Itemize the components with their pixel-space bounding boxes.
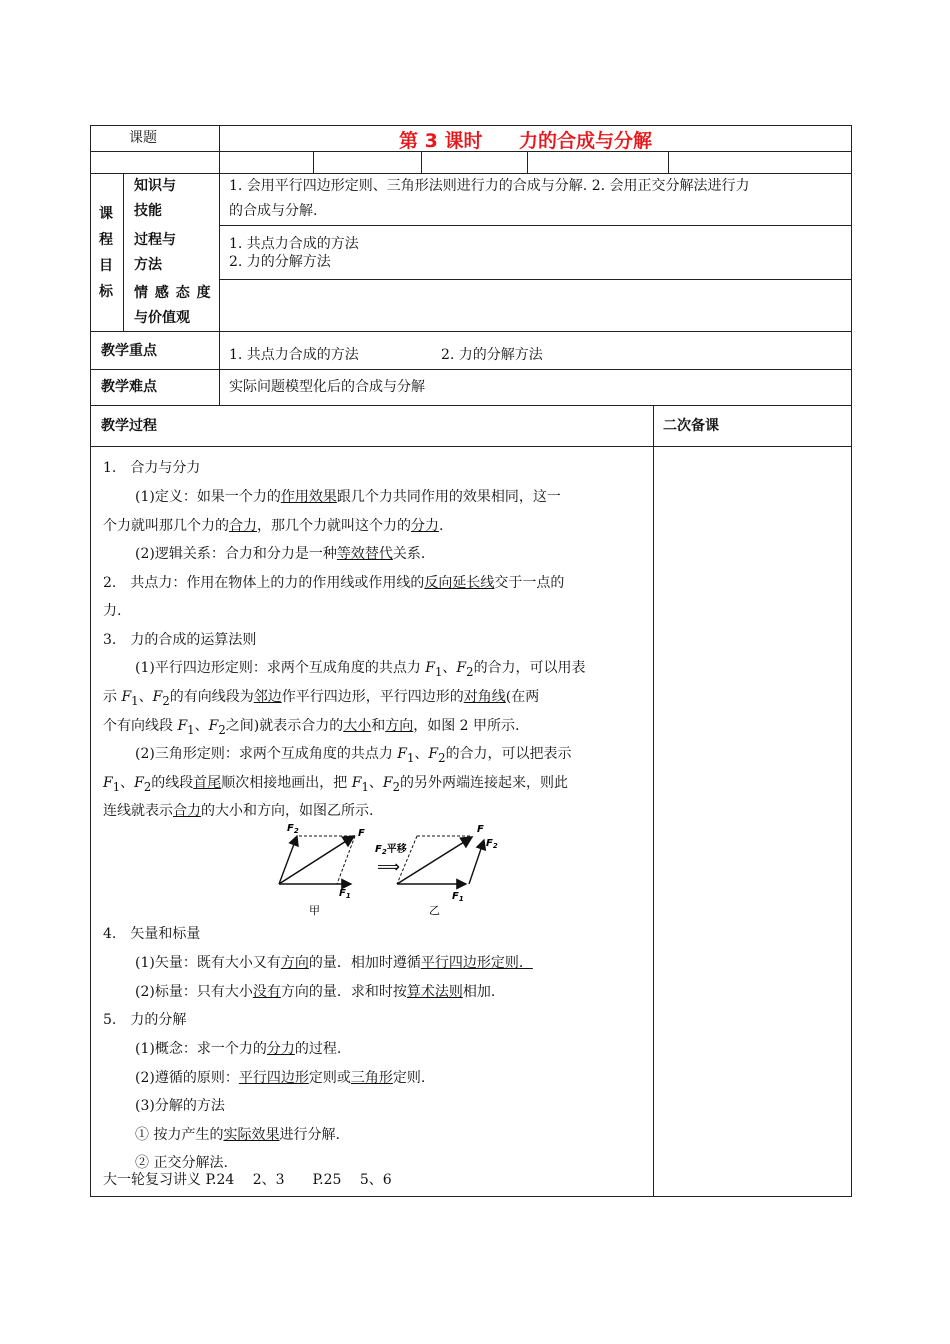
text: 的另外两端连接起来，则此 (400, 775, 569, 791)
knowledge-label: 技能 (134, 203, 162, 219)
knowledge-text: 1. 会用平行四边形定则、三角形法则进行力的合成与分解. 2. 会用正交分解法进行力 (229, 178, 750, 194)
text: ，如图 2 甲所示. (413, 718, 520, 734)
text: 、 (120, 775, 135, 791)
var: F (121, 689, 132, 705)
process-text: 2. 力的分解方法 (229, 254, 331, 270)
objectives-char: 目 (99, 258, 113, 274)
label-f2: $F_2$ (486, 838, 498, 850)
parallelogram-rule-cont (103, 683, 645, 715)
section-2-cont: 力. (103, 603, 122, 619)
decomposition-principle (103, 1064, 645, 1092)
vector-definition (103, 949, 645, 977)
row-divider (91, 369, 851, 370)
text: (2)三角形定则：求两个互成角度的共点力 (135, 746, 398, 762)
difficulties-label: 教学难点 (101, 379, 157, 395)
row-divider (219, 225, 851, 226)
row-divider (91, 446, 851, 447)
sub: 2 (466, 664, 474, 679)
text: 个力就叫那几个力的 (103, 518, 229, 534)
vector-f2-left (279, 836, 297, 884)
text: (1)矢量：既有大小又有 (135, 955, 281, 971)
section-4-title: 4. 矢量和标量 (103, 926, 201, 942)
col-divider (421, 151, 422, 173)
sub: 1 (361, 779, 369, 794)
text: 示 (103, 689, 122, 705)
emotion-label: 情 感 态 度 (134, 285, 212, 301)
label-f1: $F_1$ (339, 888, 351, 900)
row-divider (219, 279, 851, 280)
caption-left: 甲 (309, 904, 320, 917)
text: 和 (371, 718, 386, 734)
process-text: 1. 共点力合成的方法 (229, 236, 359, 252)
var: F (397, 746, 407, 762)
text: 定则或 (308, 1070, 351, 1086)
label-f: F (358, 828, 365, 839)
col-divider (219, 173, 220, 405)
col-divider (653, 405, 654, 1197)
row-divider (91, 173, 851, 174)
key-points-label: 教学重点 (101, 343, 157, 359)
emotion-label: 与价值观 (134, 310, 190, 326)
answer: 三角形 (350, 1070, 393, 1086)
key-point-2: 2. 力的分解方法 (441, 347, 543, 363)
label-f: F (477, 824, 484, 835)
answer: 对角线 (463, 689, 506, 705)
answer: 分力 (266, 1041, 295, 1057)
answer: 作用效果 (280, 489, 337, 505)
sub: 1 (407, 750, 415, 765)
col-divider (313, 151, 314, 173)
sub: 2 (218, 722, 226, 737)
answer: 反向延长线 (424, 575, 495, 591)
answer: 方向 (385, 718, 414, 734)
var: F (351, 775, 362, 791)
parallelogram-rule (103, 654, 645, 686)
text: 连线就表示 (103, 803, 173, 819)
sub: 2 (392, 779, 401, 794)
text: (2)遵循的原则： (135, 1070, 239, 1086)
var: F (103, 775, 113, 791)
text: 、 (138, 689, 153, 705)
row-divider (91, 331, 851, 332)
text: 2. 共点力：作用在物体上的力的作用线或作用线的 (103, 575, 425, 591)
text: 个有向线段 (103, 718, 178, 734)
sub: 2 (162, 693, 170, 708)
text: 、 (368, 775, 383, 791)
text: 顺次相接地画出，把 (221, 775, 352, 791)
text: (1)概念：求一个力的 (135, 1041, 267, 1057)
sub: 1 (435, 664, 443, 679)
text: 相加. (462, 984, 496, 1000)
var: F (134, 775, 144, 791)
answer: 分力 (411, 518, 439, 534)
var: F (382, 775, 393, 791)
process-header: 教学过程 (101, 418, 157, 434)
lesson-plan-table (90, 125, 852, 1197)
text: 、 (442, 660, 457, 676)
text: 的量．相加时遵循 (308, 955, 421, 971)
lesson-number: 第 3 课时 (399, 130, 483, 152)
method-orthogonal: ② 正交分解法. (135, 1155, 228, 1171)
col-divider (123, 173, 124, 331)
var: F (428, 746, 439, 762)
sub: 1 (112, 779, 121, 794)
answer: 合力 (173, 803, 201, 819)
decomposition-methods: (3)分解的方法 (135, 1098, 225, 1114)
section-2 (103, 569, 645, 597)
section-1-definition-cont (103, 512, 645, 540)
text: ，那几个力就叫这个力的 (257, 518, 411, 534)
answer: 等效替代 (336, 546, 393, 562)
text: ① 按力产生的 (135, 1127, 224, 1143)
text: 、 (414, 746, 429, 762)
row-divider (91, 405, 851, 406)
vector-f-right (397, 837, 472, 884)
col-divider (527, 151, 528, 173)
section-1-title: 1. 合力与分力 (103, 460, 201, 476)
sub: 2 (143, 779, 152, 794)
var: F (456, 660, 467, 676)
homework-reference: 大一轮复习讲义 P.24 2、3 P.25 5、6 (103, 1172, 392, 1188)
knowledge-text: 的合成与分解. (229, 203, 318, 219)
sub: 2 (438, 750, 446, 765)
text: 之间)就表示合力的 (225, 718, 344, 734)
var: F (425, 660, 435, 676)
caption-right: 乙 (429, 904, 440, 917)
label-translate: $F_2$平移 (375, 844, 407, 856)
text: 的大小和方向，如图乙所示. (201, 803, 374, 819)
triangle-rule-cont2 (103, 797, 645, 825)
secondary-prep-header: 二次备课 (663, 418, 719, 434)
decomposition-concept (103, 1035, 645, 1063)
scalar-definition (103, 978, 645, 1006)
text: 交于一点的 (494, 575, 565, 591)
force-composition-figure (269, 822, 509, 917)
objectives-char: 标 (99, 284, 113, 300)
var: F (208, 718, 219, 734)
text: (2)逻辑关系：合力和分力是一种 (135, 546, 337, 562)
text: (在两 (505, 689, 540, 705)
process-label: 过程与 (134, 232, 176, 248)
text: 作平行四边形，平行四边形的 (281, 689, 464, 705)
text: 的合力，可以用表 (473, 660, 586, 676)
text: 跟几个力共同作用的效果相同，这一 (336, 489, 561, 505)
text: 、 (194, 718, 209, 734)
process-label: 方法 (134, 257, 162, 273)
answer: 没有 (252, 984, 281, 1000)
topic-label: 课题 (129, 130, 157, 146)
var: F (177, 718, 188, 734)
text: 的有向线段为 (169, 689, 254, 705)
answer: 大小 (343, 718, 372, 734)
answer: 实际效果 (223, 1127, 280, 1143)
text: 方向的量．求和时按 (280, 984, 407, 1000)
method-actual-effect (103, 1121, 645, 1149)
text: (2)标量：只有大小 (135, 984, 253, 1000)
section-1-definition (103, 483, 645, 511)
col-divider (668, 151, 669, 173)
answer: 平行四边形 (238, 1070, 309, 1086)
text: 的过程. (294, 1041, 342, 1057)
answer: 算术法则 (406, 984, 463, 1000)
answer: 方向 (280, 955, 309, 971)
translate-arrow: ⟹ (377, 857, 400, 876)
text: 进行分解. (279, 1127, 340, 1143)
section-5-title: 5. 力的分解 (103, 1012, 187, 1028)
col-divider (219, 126, 220, 173)
sub: 1 (131, 693, 139, 708)
text: (1)定义：如果一个力的 (135, 489, 281, 505)
text: 的线段 (151, 775, 194, 791)
triangle-rule (103, 740, 645, 772)
text: . (439, 518, 444, 534)
objectives-char: 课 (99, 206, 113, 222)
text: 定则. (392, 1070, 426, 1086)
vector-f-left (279, 836, 354, 884)
dashed-edge (337, 836, 355, 884)
lesson-title: 力的合成与分解 (519, 130, 653, 152)
text: (1)平行四边形定则：求两个互成角度的共点力 (135, 660, 426, 676)
objectives-char: 程 (99, 232, 113, 248)
text: 的合力，可以把表示 (445, 746, 572, 762)
knowledge-label: 知识与 (134, 178, 176, 194)
section-1-relation (103, 540, 645, 568)
answer: 首尾 (193, 775, 222, 791)
vector-f2-right (469, 840, 484, 884)
var: F (152, 689, 163, 705)
section-3-title: 3. 力的合成的运算法则 (103, 632, 257, 648)
text: 关系. (392, 546, 426, 562)
answer: 平行四边形定则． (420, 955, 533, 971)
label-f2: $F_2$ (287, 823, 299, 835)
answer: 合力 (229, 518, 257, 534)
answer: 邻边 (253, 689, 282, 705)
sub: 1 (187, 722, 195, 737)
key-point-1: 1. 共点力合成的方法 (229, 347, 359, 363)
label-f1: $F_1$ (452, 891, 464, 903)
difficulties-text: 实际问题模型化后的合成与分解 (229, 379, 425, 395)
